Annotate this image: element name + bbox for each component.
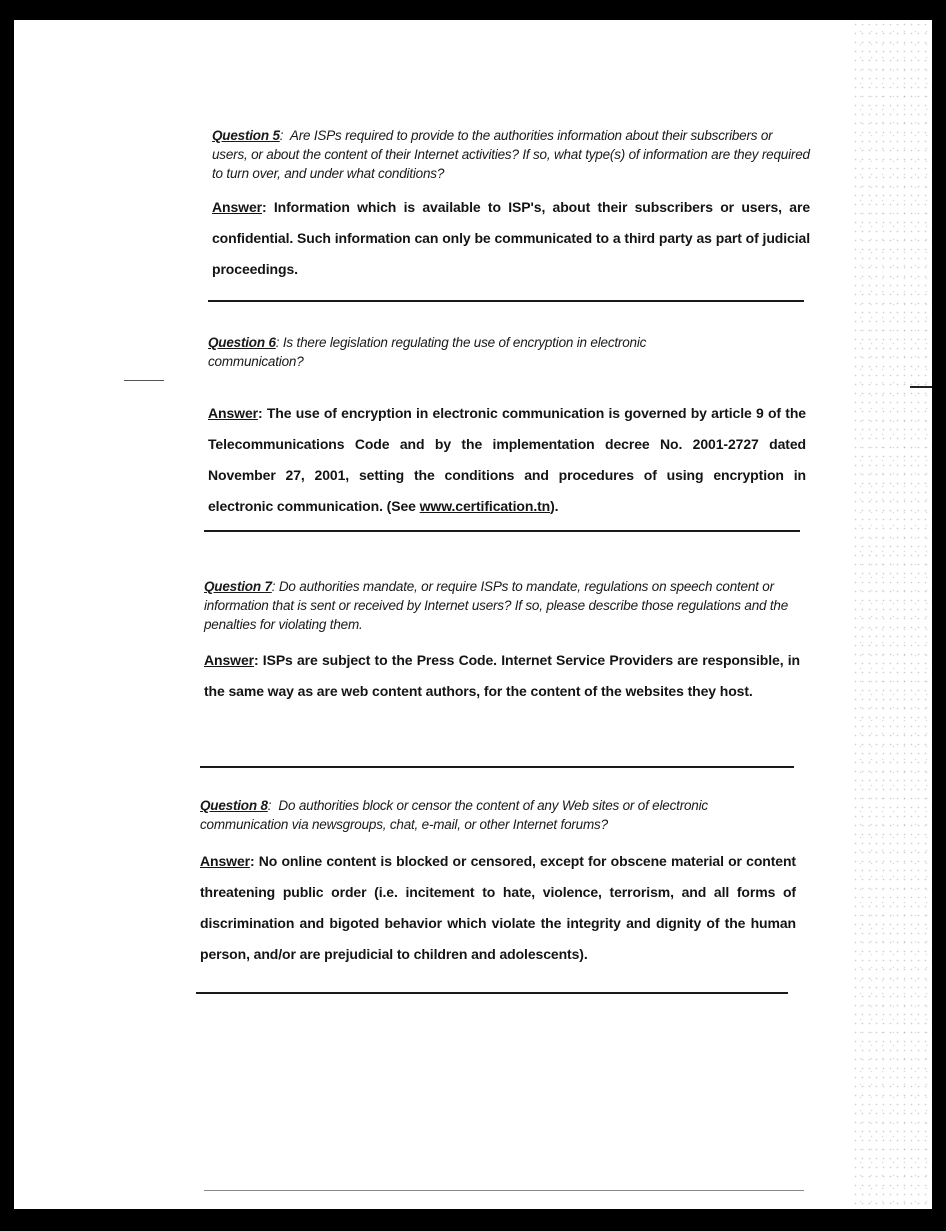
answer-7-text: ISPs are subject to the Press Code. Internet Service Providers are responsible, in the same way as are web content authors, for the content of the websites they host.	[204, 652, 800, 699]
answer-5-label: Answer	[212, 199, 262, 215]
qa-section-7	[204, 577, 800, 707]
section-divider-8	[196, 992, 788, 994]
question-7-text: Do authorities mandate, or require ISPs to mandate, regulations on speech content or information that is sent or received by Internet users? If so, please describe those regulations and the penalties for violating them.	[204, 579, 789, 632]
qa-section-8	[200, 796, 796, 970]
qa-section-5	[212, 126, 810, 285]
question-5-label: Question 5	[212, 128, 280, 143]
answer-6-label: Answer	[208, 405, 258, 421]
question-6-text: Is there legislation regulating the use of encryption in electronic communication?	[208, 335, 647, 369]
scan-edge-mark-left	[124, 380, 164, 381]
question-7-label: Question 7	[204, 579, 272, 594]
scan-noise	[852, 20, 932, 1209]
answer-8-label: Answer	[200, 853, 250, 869]
question-7: Question 7: Do authorities mandate, or require ISPs to mandate, regulations on speech content or information that is sent or received by Internet users? If so, please describe those regulations and the penalties for violating them.	[204, 579, 789, 632]
question-5: Question 5: Are ISPs required to provide to the authorities information about their subscribers or users, or about the content of their Internet activities? If so, what type(s) of information are they required to turn over, and under what conditions?	[212, 128, 810, 181]
answer-6-text: The use of encryption in electronic communication is governed by article 9 of the Telecommunications Code and by the implementation decree No. 2001-2727 dated November 27, 2001, setting the conditions and procedures of using encryption in electronic communication. (See	[208, 405, 806, 514]
answer-7-label: Answer	[204, 652, 254, 668]
answer-7: Answer: ISPs are subject to the Press Code. Internet Service Providers are responsible, in the same way as are web content authors, for the content of the websites they host.	[204, 652, 800, 699]
answer-5-text: Information which is available to ISP's, about their subscribers or users, are confidential. Such information can only be communicated to a third party as part of judicial proceedings.	[212, 199, 811, 277]
answer-8: Answer: No online content is blocked or censored, except for obscene material or content threatening public order (i.e. incitement to hate, violence, terrorism, and all forms of discrimination and bigoted behavior which violate the integrity and dignity of the human person, and/or are prejudicial to children and adolescents).	[200, 853, 796, 962]
scanned-page	[14, 20, 932, 1209]
answer-5: Answer: Information which is available to ISP's, about their subscribers or users, are confidential. Such information can only be communicated to a third party as part of judicial proceedings.	[212, 199, 811, 277]
question-6-label: Question 6	[208, 335, 276, 350]
question-8: Question 8: Do authorities block or censor the content of any Web sites or of electronic communication via newsgroups, chat, e-mail, or other Internet forums?	[200, 798, 708, 832]
answer-6: Answer: The use of encryption in electronic communication is governed by article 9 of the Telecommunications Code and by the implementation decree No. 2001-2727 dated November 27, 2001, setting the conditions and procedures of using encryption in electronic communication. (See www.certification.tn).	[208, 405, 806, 514]
question-6: Question 6: Is there legislation regulating the use of encryption in electronic communication?	[208, 335, 647, 369]
section-divider-7	[200, 766, 794, 768]
question-5-text: Are ISPs required to provide to the authorities information about their subscribers or users, or about the content of their Internet activities? If so, what type(s) of information are they required to turn over, and under what conditions?	[212, 128, 810, 181]
question-8-label: Question 8	[200, 798, 268, 813]
answer-6-text-end: ).	[550, 498, 559, 514]
qa-section-6	[208, 333, 806, 522]
answer-8-text: No online content is blocked or censored, except for obscene material or content threatening public order (i.e. incitement to hate, violence, terrorism, and all forms of discrimination and bigoted behavior which violate the integrity and dignity of the human person, and/or are prejudicial to children and adolescents).	[200, 853, 796, 962]
section-divider-6	[204, 530, 800, 532]
question-8-text: Do authorities block or censor the content of any Web sites or of electronic communication via newsgroups, chat, e-mail, or other Internet forums?	[200, 798, 708, 832]
scan-edge-mark-right	[910, 386, 932, 388]
certification-link[interactable]: www.certification.tn	[419, 498, 551, 514]
scan-edge-mark-bottom	[204, 1190, 804, 1191]
section-divider-5	[208, 300, 804, 302]
